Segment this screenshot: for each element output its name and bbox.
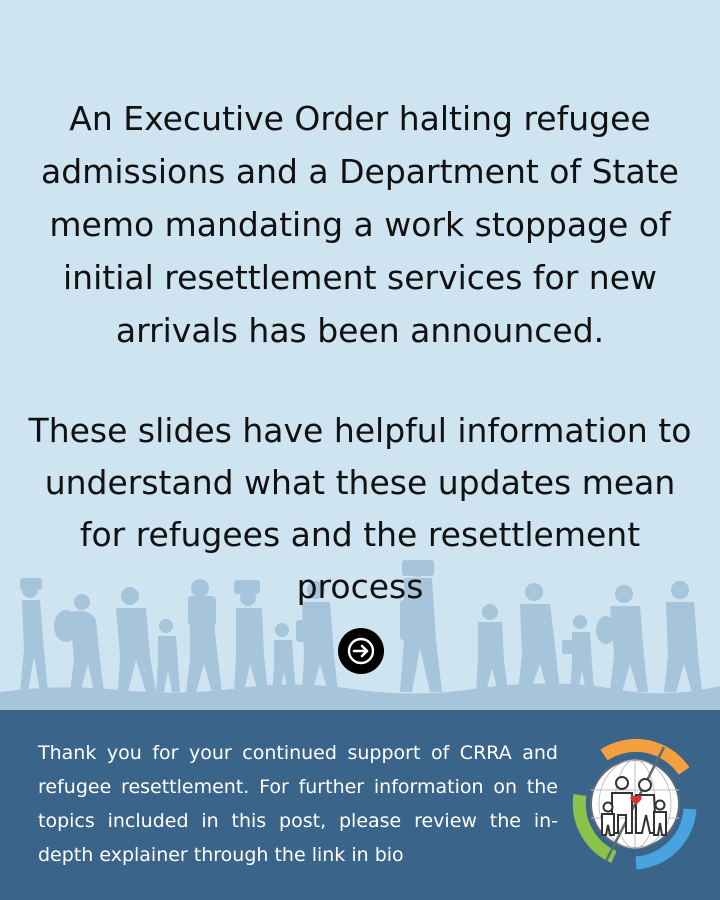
arrow-right-icon [346,636,376,666]
next-slide-button[interactable] [338,628,384,674]
subline-text: These slides have helpful information to understand what these updates mean for refugees and the resettlement process [28,411,692,606]
footer-text: Thank you for your continued support of CRRA and refugee resettlement. For further information on the topics included in this post, please review the in-depth explainer through the link in bio [38,742,558,866]
headline-text: An Executive Order halting refugee admissions and a Department of State memo mandating a work stoppage of initial resettlement services for new arrivals has been announced. [41,99,679,350]
crra-logo [566,735,704,873]
